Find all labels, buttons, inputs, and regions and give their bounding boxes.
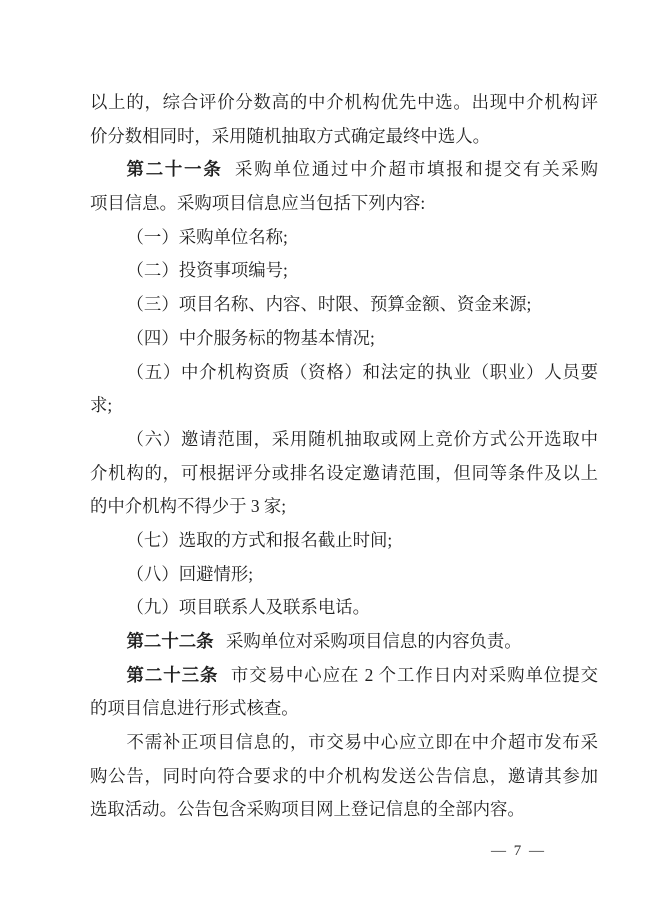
text-line <box>90 254 598 288</box>
text-line <box>90 726 598 760</box>
text-line <box>90 760 598 794</box>
text-line <box>90 322 598 356</box>
text-line <box>90 524 598 558</box>
text-line <box>90 457 598 491</box>
text-line <box>90 389 598 423</box>
text-line <box>90 423 598 457</box>
text-line <box>90 625 598 659</box>
text-line <box>90 120 598 154</box>
text-segment: 介机构的，可根据评分或排名设定邀请范围，但同等条件及以上 <box>90 462 598 483</box>
text-segment: （八）回避情形; <box>126 563 254 584</box>
text-segment: （五）中介机构资质（资格）和法定的执业（职业）人员要 <box>126 361 598 382</box>
text-segment: 采购单位通过中介超市填报和提交有关采购 <box>235 159 598 180</box>
text-line <box>90 356 598 390</box>
text-segment: 求; <box>90 395 113 416</box>
text-segment: （二）投资事项编号; <box>126 260 288 281</box>
text-line <box>90 692 598 726</box>
text-segment: 购公告，同时向符合要求的中介机构发送公告信息，邀请其参加 <box>90 765 598 786</box>
document-text-block <box>90 86 598 827</box>
text-line <box>90 591 598 625</box>
text-segment: 选取活动。公告包含采购项目网上登记信息的全部内容。 <box>90 799 525 820</box>
text-line <box>90 187 598 221</box>
text-segment: 的项目信息进行形式核查。 <box>90 698 299 719</box>
text-segment: 采购单位对采购项目信息的内容负责。 <box>226 631 522 651</box>
text-segment: 不需补正项目信息的，市交易中心应立即在中介超市发布采 <box>126 732 598 753</box>
text-line <box>90 793 598 827</box>
article-number: 第二十二条 <box>126 631 214 651</box>
text-segment: （一）采购单位名称; <box>126 226 288 247</box>
text-segment: （七）选取的方式和报名截止时间; <box>126 529 393 550</box>
text-segment: （六）邀请范围，采用随机抽取或网上竞价方式公开选取中 <box>126 428 598 449</box>
text-segment: 项目信息。采购项目信息应当包括下列内容: <box>90 193 426 214</box>
text-segment: 价分数相同时，采用随机抽取方式确定最终中选人。 <box>90 125 490 146</box>
text-segment: 市交易中心应在 2 个工作日内对采购单位提交 <box>230 664 598 685</box>
text-line <box>90 153 598 187</box>
text-line <box>90 659 598 693</box>
text-line <box>90 558 598 592</box>
article-number: 第二十三条 <box>126 664 219 685</box>
text-line <box>90 86 598 120</box>
text-segment: （三）项目名称、内容、时限、预算金额、资金来源; <box>126 294 532 315</box>
text-segment: 的中介机构不得少于 3 家; <box>90 496 287 517</box>
text-segment: （四）中介服务标的物基本情况; <box>126 327 375 348</box>
text-line <box>90 288 598 322</box>
page-number: — 7 — <box>491 843 546 859</box>
article-number: 第二十一条 <box>126 159 223 180</box>
text-line <box>90 490 598 524</box>
text-line <box>90 221 598 255</box>
text-segment: 以上的，综合评价分数高的中介机构优先中选。出现中介机构评 <box>90 92 598 112</box>
text-segment: （九）项目联系人及联系电话。 <box>126 597 371 618</box>
